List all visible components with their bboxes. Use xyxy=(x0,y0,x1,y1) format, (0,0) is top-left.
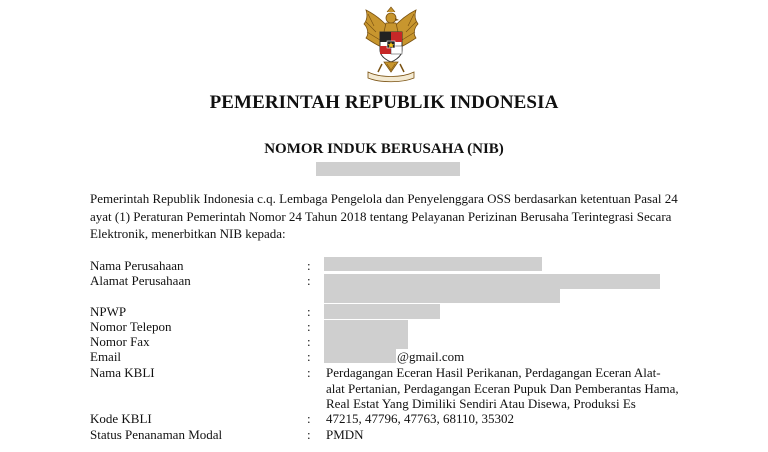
kbli-code-label: Kode KBLI xyxy=(90,411,152,426)
intro-paragraph: Pemerintah Republik Indonesia c.q. Lembaga Pengelola dan Penyelenggara OSS berdasarkan ketentuan Pasal 24 ayat (1) Peraturan Pemerintah Nomor 24 Tahun 2018 tentang Pelayanan Perizinan Berusaha Terintegrasi Secara Elektronik, menerbitkan NIB kepada: xyxy=(90,191,678,241)
company-address-label: Alamat Perusahaan xyxy=(90,273,191,288)
government-title: PEMERINTAH REPUBLIK INDONESIA xyxy=(209,92,559,113)
kbli-name-line-1: Perdagangan Eceran Hasil Perikanan, Perdagangan Eceran Alat- xyxy=(326,365,661,380)
company-name-separator: : xyxy=(307,258,311,273)
email-label: Email xyxy=(90,349,122,364)
redacted-fax xyxy=(324,335,408,349)
kbli-name-separator: : xyxy=(307,365,311,380)
kbli-code-separator: : xyxy=(307,411,311,426)
email-domain: @gmail.com xyxy=(397,349,465,364)
fax-separator: : xyxy=(307,334,311,349)
investment-status-value: PMDN xyxy=(326,427,364,442)
phone-label: Nomor Telepon xyxy=(90,319,172,334)
redacted-npwp xyxy=(324,304,440,319)
company-address-separator: : xyxy=(307,273,311,288)
investment-status-label: Status Penanaman Modal xyxy=(90,427,223,442)
redacted-company-address-line-2 xyxy=(324,289,560,303)
kbli-code-value: 47215, 47796, 47763, 68110, 35302 xyxy=(326,411,515,426)
redacted-nib-number xyxy=(316,162,460,176)
company-name-label: Nama Perusahaan xyxy=(90,258,184,273)
redacted-company-address-line-1 xyxy=(324,274,660,289)
redacted-company-name xyxy=(324,257,542,271)
fax-label: Nomor Fax xyxy=(90,334,150,349)
investment-status-separator: : xyxy=(307,427,311,442)
redacted-email-user xyxy=(324,349,396,363)
garuda-emblem-icon xyxy=(352,6,430,84)
kbli-name-line-2: alat Pertanian, Perdagangan Eceran Pupuk Dan Pemberantas Hama, xyxy=(326,381,679,396)
npwp-separator: : xyxy=(307,304,311,319)
kbli-name-label: Nama KBLI xyxy=(90,365,155,380)
email-separator: : xyxy=(307,349,311,364)
document-title: NOMOR INDUK BERUSAHA (NIB) xyxy=(264,141,504,157)
kbli-name-line-3: Real Estat Yang Dimiliki Sendiri Atau Disewa, Produksi Es xyxy=(326,396,636,411)
redacted-phone xyxy=(324,320,408,335)
phone-separator: : xyxy=(307,319,311,334)
npwp-label: NPWP xyxy=(90,304,127,319)
